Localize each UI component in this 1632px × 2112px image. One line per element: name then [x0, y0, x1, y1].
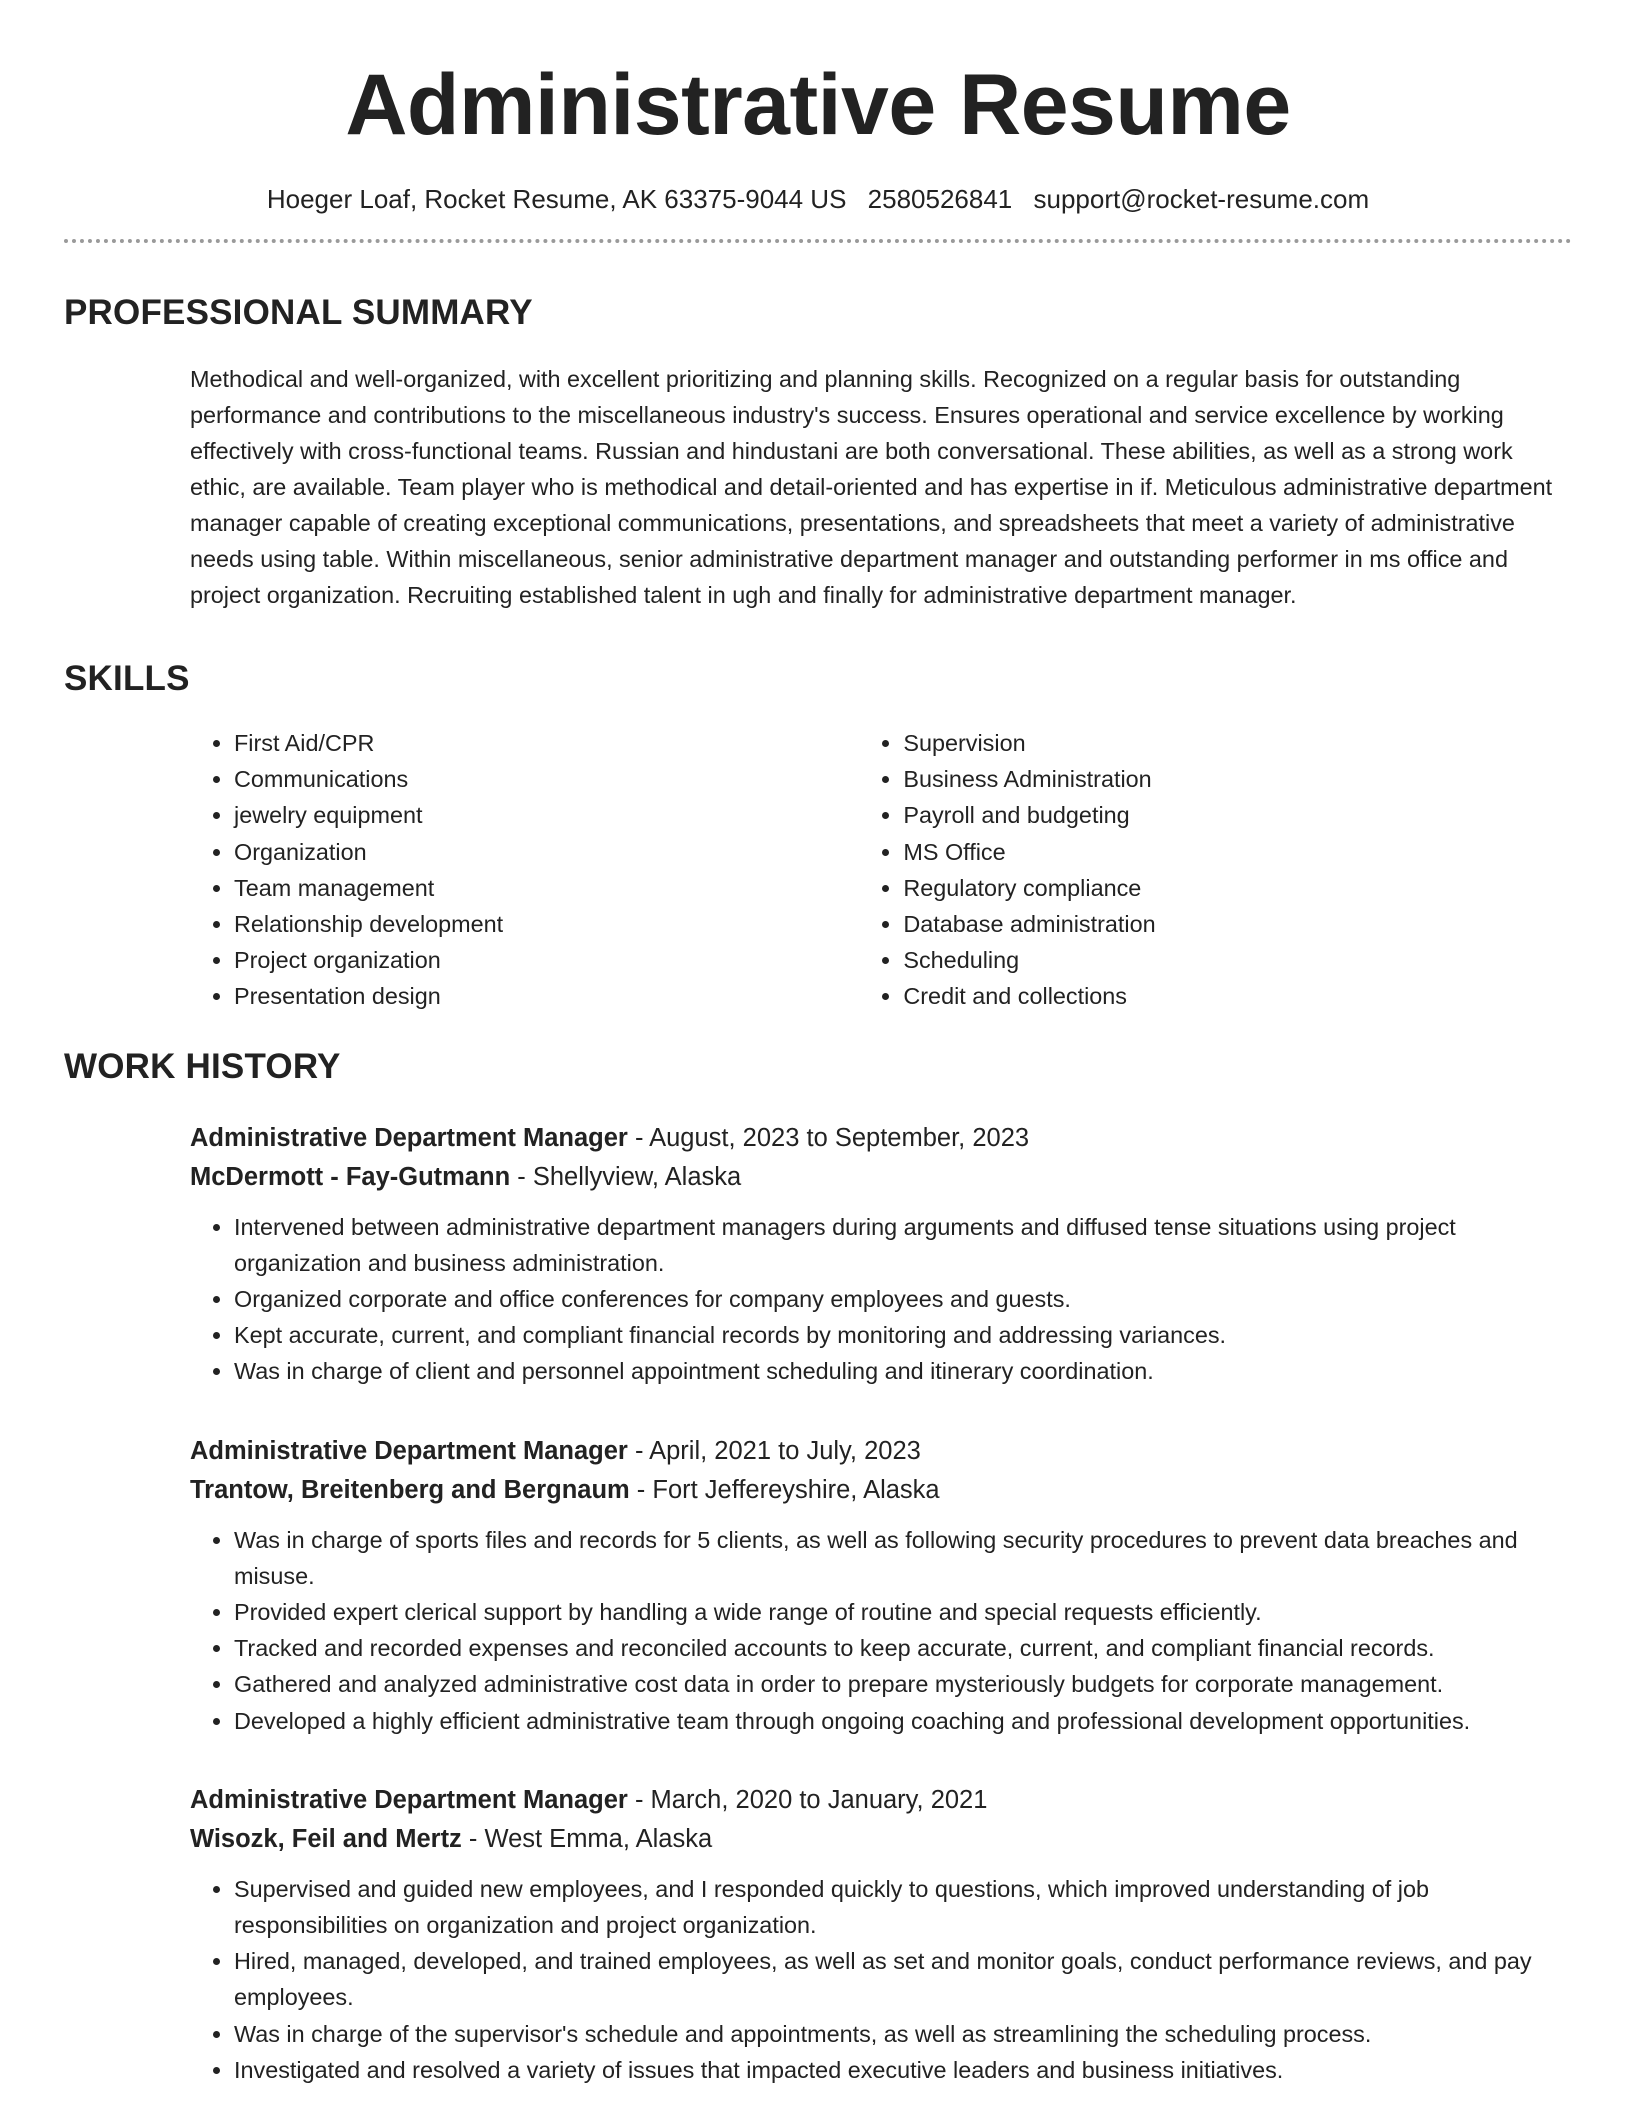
job-title-line [190, 1781, 1572, 1820]
skills-column-right [859, 725, 1572, 1015]
contact-address: Hoeger Loaf, Rocket Resume, AK 63375-9044 US [266, 184, 847, 214]
job-location: - Shellyview, Alaska [510, 1162, 742, 1191]
resume-title: Administrative Resume [345, 57, 1291, 153]
job-dates: - March, 2020 to January, 2021 [627, 1785, 988, 1814]
section-title-skills: SKILLS [64, 659, 190, 698]
job-dates: - August, 2023 to September, 2023 [627, 1123, 1030, 1152]
contact-line [64, 184, 1572, 215]
job-duty: • Intervened between administrative department managers during arguments and diffused tense situations using project organization and business administration. [234, 1209, 1572, 1281]
job-duty: • Investigated and resolved a variety of issues that impacted executive leaders and business initiatives. [234, 2052, 1572, 2088]
job-title: Administrative Department Manager [190, 1123, 628, 1152]
contact-phone: 2580526841 [867, 184, 1013, 214]
job-company: McDermott - Fay-Gutmann [190, 1162, 511, 1191]
job-duty: • Developed a highly efficient administrative team through ongoing coaching and professional development opportunities. [234, 1703, 1572, 1739]
skill-item: • Regulatory compliance [903, 870, 1572, 906]
job-location: - West Emma, Alaska [461, 1824, 713, 1853]
job-duty: • Kept accurate, current, and compliant financial records by monitoring and addressing variances. [234, 1317, 1572, 1353]
skill-item: • Business Administration [903, 761, 1572, 797]
job-entry [190, 1119, 1572, 1390]
job-duty: • Was in charge of sports files and records for 5 clients, as well as following security procedures to prevent data breaches and misuse. [234, 1522, 1572, 1594]
job-entry [190, 1781, 1572, 2088]
job-duties [190, 1522, 1572, 1739]
job-company-line [190, 1158, 1572, 1197]
job-duty: • Was in charge of client and personnel appointment scheduling and itinerary coordination. [234, 1353, 1572, 1389]
contact-email: support@rocket-resume.com [1033, 184, 1370, 214]
job-title-line [190, 1119, 1572, 1158]
job-duty: • Hired, managed, developed, and trained employees, as well as set and monitor goals, conduct performance reviews, and pay employees. [234, 1943, 1572, 2015]
skill-item: • Scheduling [903, 942, 1572, 978]
skill-item: • Organization [234, 834, 859, 870]
job-duties [190, 1871, 1572, 2088]
job-dates: - April, 2021 to July, 2023 [627, 1436, 921, 1465]
job-duty: • Supervised and guided new employees, and I responded quickly to questions, which improved understanding of job responsibilities on organization and project organization. [234, 1871, 1572, 1943]
work-history-list [190, 1119, 1572, 2088]
section-title-work-history: WORK HISTORY [64, 1046, 341, 1086]
job-location: - Fort Jeffereyshire, Alaska [629, 1475, 940, 1504]
resume-page [64, 0, 1572, 2088]
job-title-line [190, 1432, 1572, 1471]
job-duty: • Gathered and analyzed administrative cost data in order to prepare mysteriously budgets for corporate management. [234, 1666, 1572, 1702]
job-entry [190, 1432, 1572, 1739]
skill-item: • Payroll and budgeting [903, 797, 1572, 833]
skill-item: • Team management [234, 870, 859, 906]
job-company-line [190, 1471, 1572, 1510]
skill-item: • MS Office [903, 834, 1572, 870]
job-duty: • Provided expert clerical support by handling a wide range of routine and special requests efficiently. [234, 1594, 1572, 1630]
skill-item: • jewelry equipment [234, 797, 859, 833]
job-company: Trantow, Breitenberg and Bergnaum [190, 1475, 630, 1504]
skills-list [190, 725, 1572, 1015]
skill-item: • First Aid/CPR [234, 725, 859, 761]
job-title: Administrative Department Manager [190, 1436, 628, 1465]
job-duty: • Was in charge of the supervisor's schedule and appointments, as well as streamlining the scheduling process. [234, 2016, 1572, 2052]
skill-item: • Relationship development [234, 906, 859, 942]
skill-item: • Communications [234, 761, 859, 797]
job-company: Wisozk, Feil and Mertz [190, 1824, 462, 1853]
skill-item: • Project organization [234, 942, 859, 978]
section-title-summary: PROFESSIONAL SUMMARY [64, 293, 533, 332]
skills-column-left [190, 725, 859, 1015]
skill-item: • Presentation design [234, 978, 859, 1014]
job-duty: • Organized corporate and office conferences for company employees and guests. [234, 1281, 1572, 1317]
summary-text: Methodical and well-organized, with excellent prioritizing and planning skills. Recognized on a regular basis for outstanding performance and contributions to the miscellaneous industry's success. Ensures operational and service excellence by working effectively with cross-functional teams. Russian and hindustani are both conversational. These abilities, as well as a strong work ethic, are available. Team player who is methodical and detail-oriented and has expertise in if. Meticulous administrative department manager capable of creating exceptional communications, presentations, and spreadsheets that meet a variety of administrative needs using table. Within miscellaneous, senior administrative department manager and outstanding performer in ms office and project organization. Recruiting established talent in ugh and finally for administrative department manager. [190, 366, 1553, 608]
skill-item: • Supervision [903, 725, 1572, 761]
skill-item: • Database administration [903, 906, 1572, 942]
job-duty: • Tracked and recorded expenses and reconciled accounts to keep accurate, current, and compliant financial records. [234, 1630, 1572, 1666]
skill-item: • Credit and collections [903, 978, 1572, 1014]
job-company-line [190, 1820, 1572, 1859]
job-duties [190, 1209, 1572, 1390]
job-title: Administrative Department Manager [190, 1785, 628, 1814]
header-divider [64, 239, 1572, 243]
